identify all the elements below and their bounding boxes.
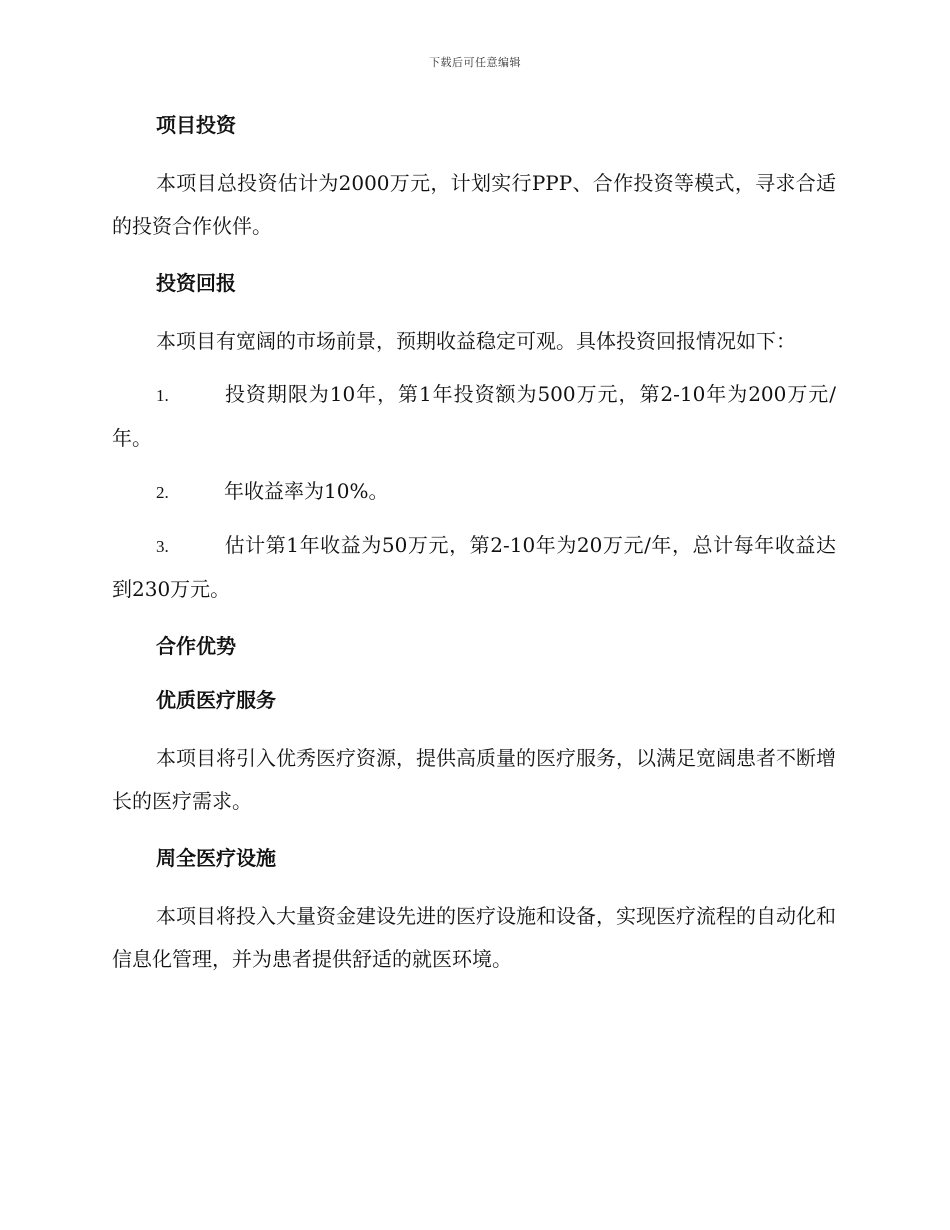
list-item <box>112 373 836 460</box>
paragraph-medical-facilities: 本项目将投入大量资金建设先进的医疗设施和设备，实现医疗流程的自动化和信息化管理，并为患者提供舒适的就医环境。 <box>112 904 836 971</box>
list-number: 2. <box>156 483 169 502</box>
list-number: 3. <box>156 537 169 556</box>
list-text: 年收益率为10%。 <box>224 479 389 503</box>
paragraph-returns: 本项目有宽阔的市场前景，预期收益稳定可观。具体投资回报情况如下： <box>156 329 796 353</box>
paragraph-medical-service: 本项目将引入优秀医疗资源，提供高质量的医疗服务，以满足宽阔患者不断增长的医疗需求。 <box>112 746 836 813</box>
document-body <box>112 108 836 991</box>
heading-investment: 项目投资 <box>156 113 236 137</box>
heading-returns: 投资回报 <box>156 271 236 295</box>
list-item <box>112 470 836 514</box>
heading-medical-service: 优质医疗服务 <box>156 688 276 712</box>
list-text: 估计第1年收益为50万元，第2-10年为20万元/年，总计每年收益达到230万元。 <box>112 533 836 601</box>
heading-advantages: 合作优势 <box>156 634 236 658</box>
list-item <box>112 524 836 611</box>
list-number: 1. <box>156 386 169 405</box>
paragraph-investment: 本项目总投资估计为2000万元，计划实行PPP、合作投资等模式，寻求合适的投资合作伙伴。 <box>112 171 836 238</box>
heading-medical-facilities: 周全医疗设施 <box>156 846 276 870</box>
list-text: 投资期限为10年，第1年投资额为500万元，第2-10年为200万元/年。 <box>112 382 836 450</box>
page-header: 下载后可任意编辑 <box>429 56 521 69</box>
